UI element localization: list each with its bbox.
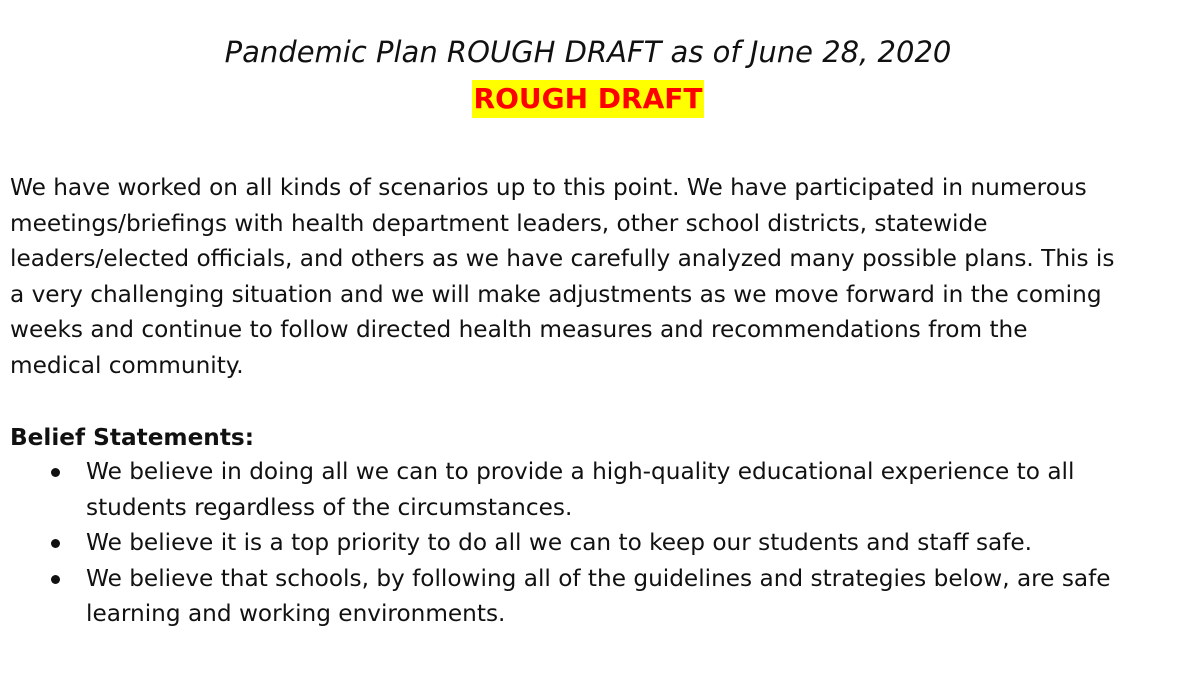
list-item-line: We believe it is a top priority to do all we can to keep our students and staff safe. <box>86 529 1033 556</box>
belief-statements-list <box>0 454 1200 632</box>
intro-line: leaders/elected officials, and others as we have carefully analyzed many possible plans. This is <box>10 245 1115 272</box>
document-title: Pandemic Plan ROUGH DRAFT as of June 28, 2020 <box>224 35 952 69</box>
belief-statements-heading: Belief Statements: <box>10 424 254 451</box>
list-item-line: learning and working environments. <box>86 600 506 627</box>
list-item-line: We believe that schools, by following all of the guidelines and strategies below, are safe <box>86 564 1111 592</box>
intro-line: meetings/briefings with health department leaders, other school districts, statewide <box>10 209 988 237</box>
rough-draft-banner: ROUGH DRAFT <box>472 80 705 118</box>
list-item-line: students regardless of the circumstances. <box>86 493 573 521</box>
intro-line: We have worked on all kinds of scenarios up to this point. We have participated in numerous <box>10 174 1087 201</box>
intro-line: a very challenging situation and we will make adjustments as we move forward in the coming <box>10 280 1102 308</box>
list-item <box>0 525 1200 561</box>
list-item <box>0 561 1200 632</box>
bullet-icon <box>51 575 60 584</box>
bullet-icon <box>51 468 60 477</box>
list-item-line: We believe in doing all we can to provide a high-quality educational experience to all <box>86 458 1075 485</box>
intro-paragraph <box>10 170 1190 383</box>
rough-draft-banner-wrap <box>0 80 1176 118</box>
intro-line: weeks and continue to follow directed health measures and recommendations from the <box>10 316 1028 343</box>
intro-line: medical community. <box>10 351 244 379</box>
bullet-icon <box>51 539 60 548</box>
list-item <box>0 454 1200 525</box>
